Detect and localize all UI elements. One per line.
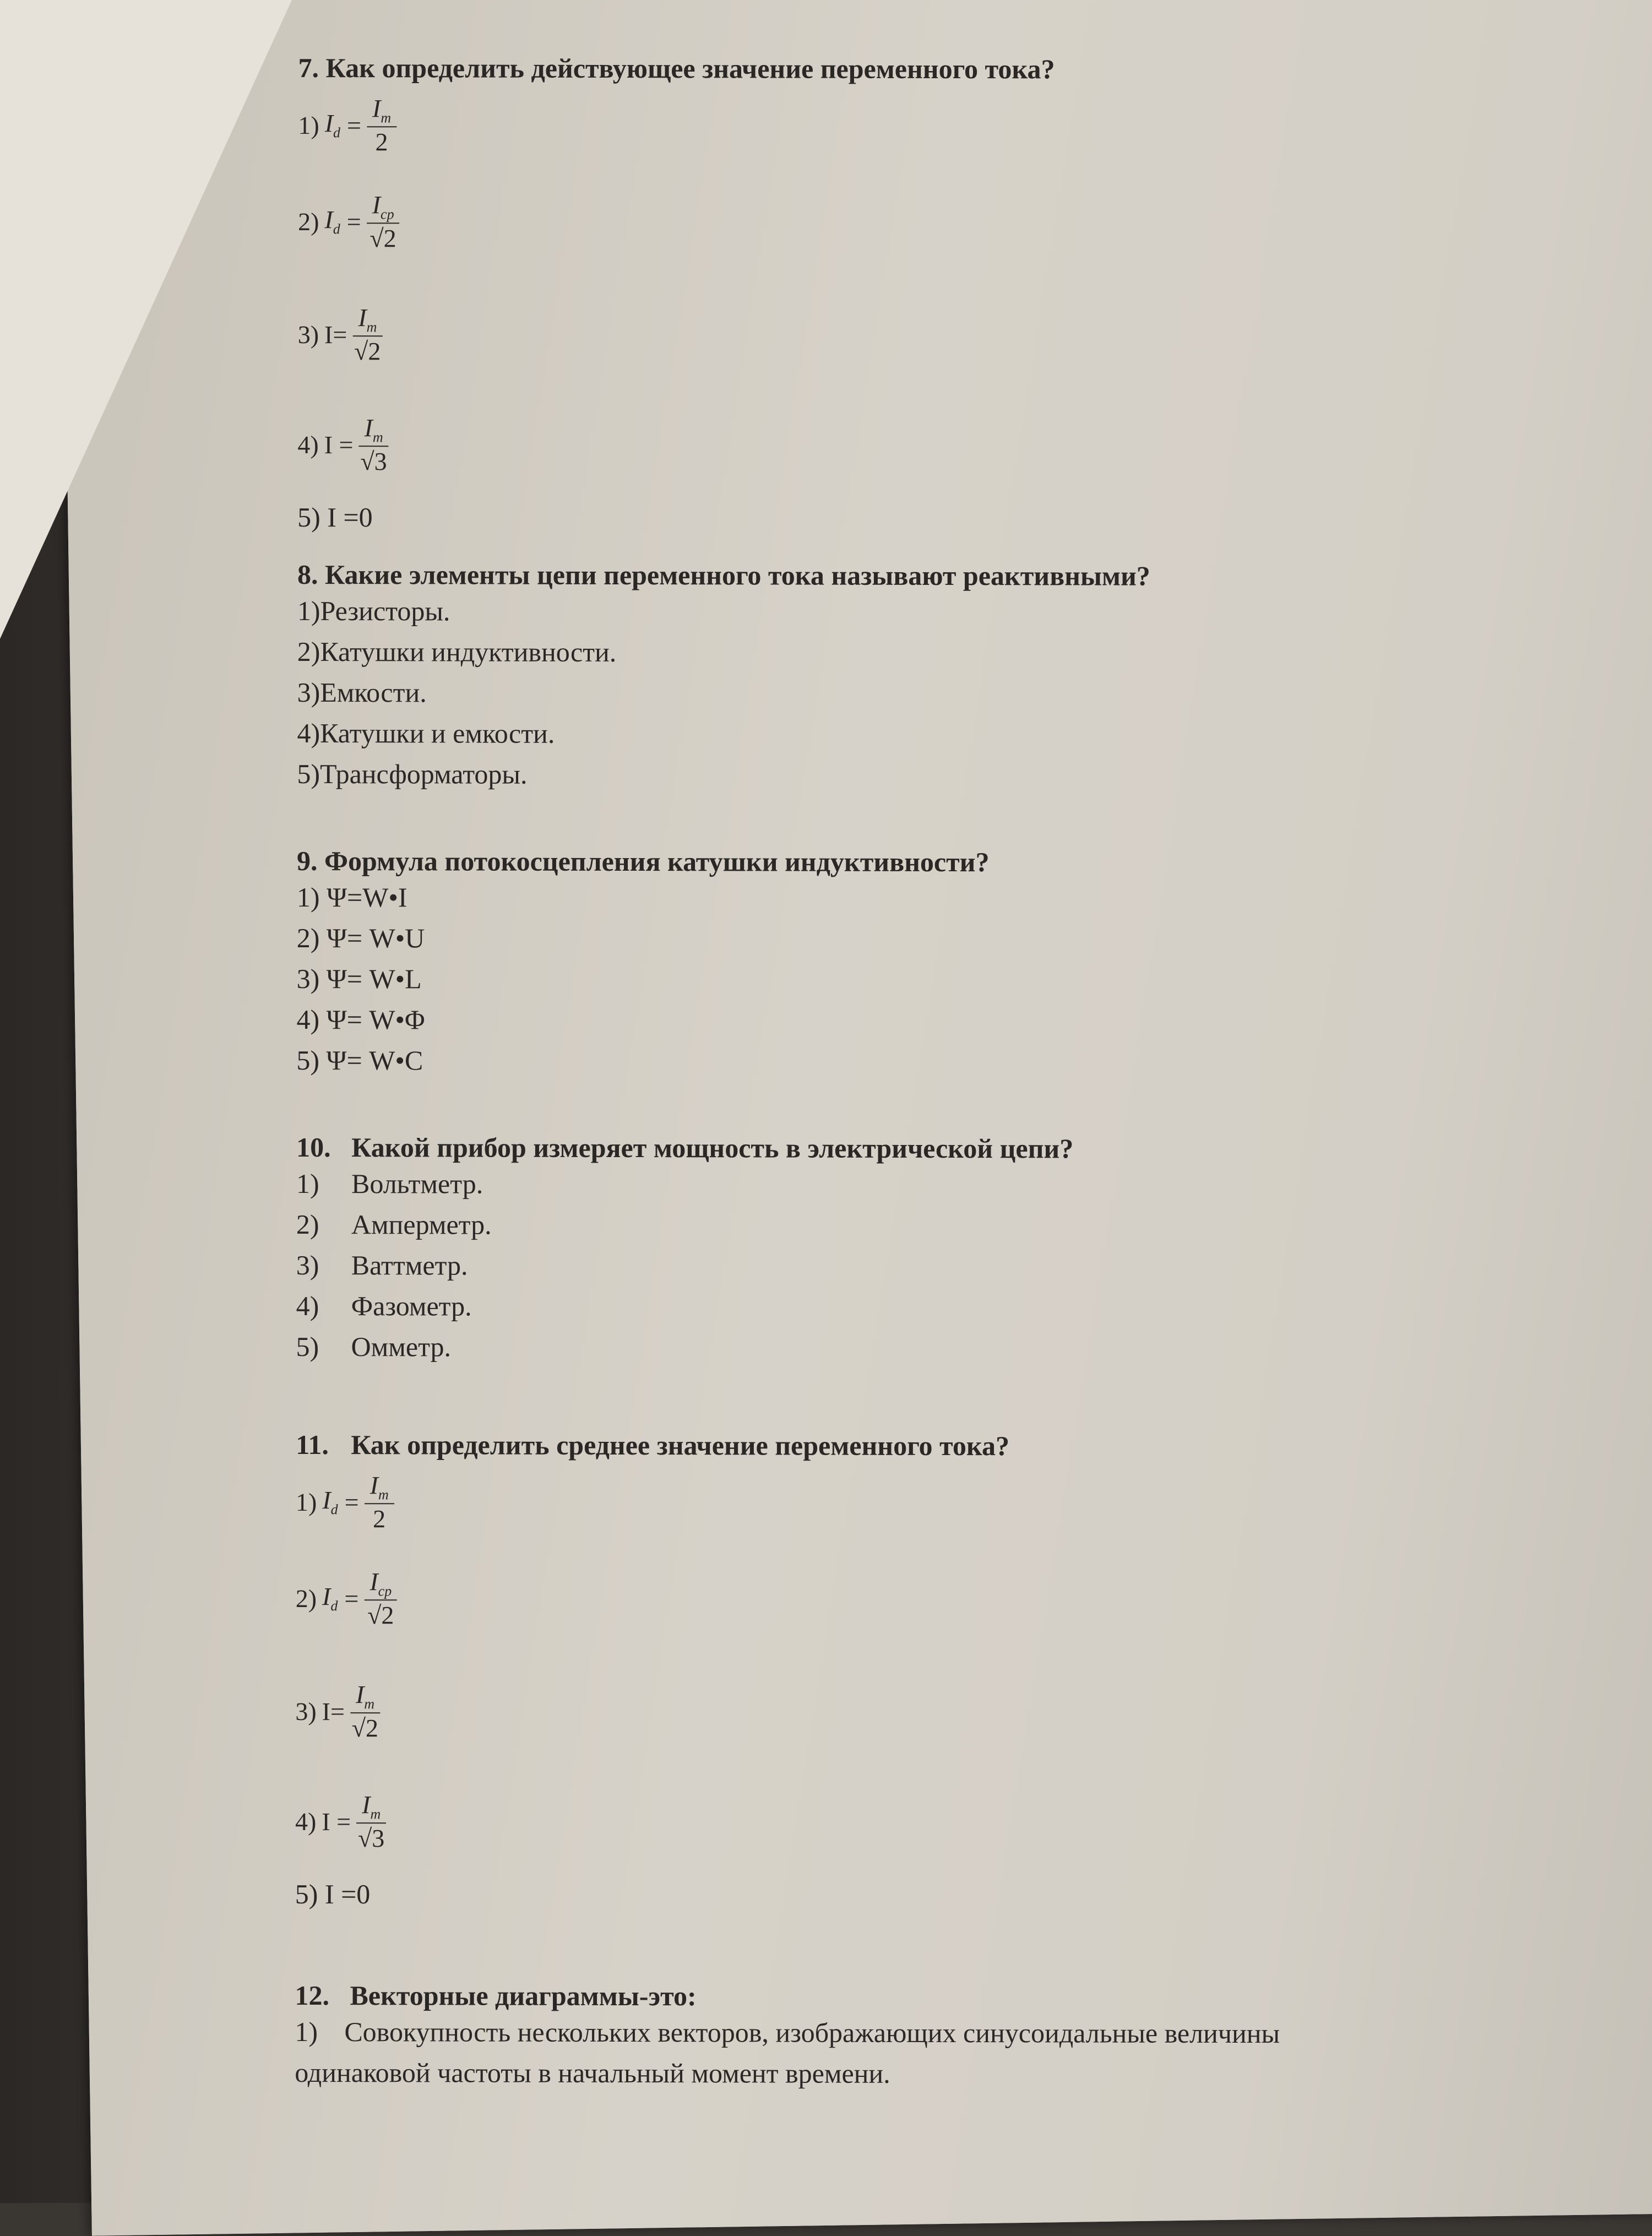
q8-option: 5)Трансформаторы.: [297, 758, 528, 790]
q9-option: 1) Ψ=W•I: [296, 881, 407, 913]
equals-sign: =: [346, 207, 361, 236]
q7-option-3: [298, 276, 1055, 393]
formula-lhs: $I_d$: [324, 205, 340, 237]
fraction: $\frac{I_m}{√2}$: [352, 303, 382, 366]
question-12-title: 12. Векторные диаграммы-это:: [295, 1979, 697, 2012]
q9-option: 2) Ψ= W•U: [296, 922, 425, 954]
q8-option: 4)Катушки и емкости.: [297, 717, 555, 749]
q11-option-4: [295, 1769, 1009, 1875]
fraction: $\frac{I_{ср}}{√2}$: [364, 1567, 397, 1630]
fraction: $\frac{I_m}{2}$: [365, 1470, 394, 1533]
equals-sign: =: [347, 111, 362, 139]
option-number: 2): [298, 207, 319, 236]
test-document: [295, 52, 1648, 2089]
question-10: [296, 1131, 1073, 1368]
question-10-title: 10. Какой прибор измеряет мощность в электрической цепи?: [296, 1131, 1074, 1164]
question-9-title: 9. Формула потокосцепления катушки индуктивности?: [297, 845, 990, 878]
q11-option-2: [296, 1543, 1009, 1654]
fraction: $\frac{I_m}{√3}$: [356, 1790, 386, 1853]
q12-option-1: 1) Совокупность нескольких векторов, изображающих синусоидальные величины: [295, 2016, 1280, 2049]
question-7: [297, 52, 1055, 539]
q9-option: 3) Ψ= W•L: [296, 963, 422, 995]
question-12: [295, 1979, 1280, 2094]
formula-lhs: $I_d$: [322, 1582, 338, 1614]
q11-option-3: [295, 1653, 1009, 1770]
question-8: [297, 558, 1150, 796]
q10-option: 3) Ваттметр.: [296, 1249, 468, 1281]
equals-sign: =: [344, 1488, 359, 1516]
q10-option: 5) Омметр.: [296, 1331, 452, 1363]
question-11: [295, 1429, 1009, 1915]
q11-option-5: 5) I =0: [295, 1878, 371, 1910]
option-number: 2): [295, 1584, 317, 1613]
question-11-title: 11. Как определить среднее значение переменного тока?: [296, 1429, 1010, 1462]
question-9: [296, 845, 989, 1082]
option-number: 3): [297, 320, 319, 349]
option-number: 3): [295, 1697, 317, 1725]
fraction: $\frac{I_m}{2}$: [367, 94, 396, 156]
q7-option-2: [298, 166, 1055, 278]
option-number: 1): [295, 1488, 317, 1516]
q8-option: 1)Резисторы.: [297, 595, 450, 627]
q10-option: 2) Амперметр.: [296, 1208, 492, 1240]
equals-sign: =: [344, 1584, 359, 1613]
fraction: $\frac{I_{ср}}{√2}$: [367, 190, 400, 253]
q7-option-1: [298, 84, 1055, 167]
option-number: 1): [298, 111, 319, 139]
q7-option-5: 5) I =0: [297, 501, 373, 533]
formula-lhs: $I_d$: [322, 1486, 338, 1518]
fraction: $\frac{I_m}{√3}$: [358, 413, 388, 476]
question-7-title: 7. Как определить действующее значение переменного тока?: [298, 52, 1055, 85]
formula-lhs: I=: [324, 320, 347, 349]
q9-option: 5) Ψ= W•C: [296, 1044, 423, 1076]
q9-option: 4) Ψ= W•Φ: [296, 1003, 425, 1035]
question-8-title: 8. Какие элементы цепи переменного тока называют реактивными?: [297, 558, 1150, 591]
q12-option-1-continued: одинаковой частоты в начальный момент времени.: [295, 2056, 890, 2089]
formula-lhs: I =: [322, 1807, 351, 1836]
q7-option-4: [297, 392, 1054, 498]
paper-sheet: [61, 0, 1652, 2236]
q8-option: 3)Емкости.: [297, 676, 427, 708]
q11-option-1: [296, 1461, 1009, 1544]
formula-lhs: I =: [324, 430, 354, 459]
option-number: 4): [297, 430, 319, 459]
q10-option: 4) Фазометр.: [296, 1290, 472, 1322]
option-number: 4): [295, 1807, 317, 1836]
q8-option: 2)Катушки индуктивности.: [297, 636, 617, 667]
formula-lhs: $I_d$: [324, 109, 341, 141]
q10-option: 1) Вольтметр.: [296, 1168, 483, 1200]
fraction: $\frac{I_m}{√2}$: [350, 1680, 380, 1743]
formula-lhs: I=: [322, 1697, 345, 1725]
